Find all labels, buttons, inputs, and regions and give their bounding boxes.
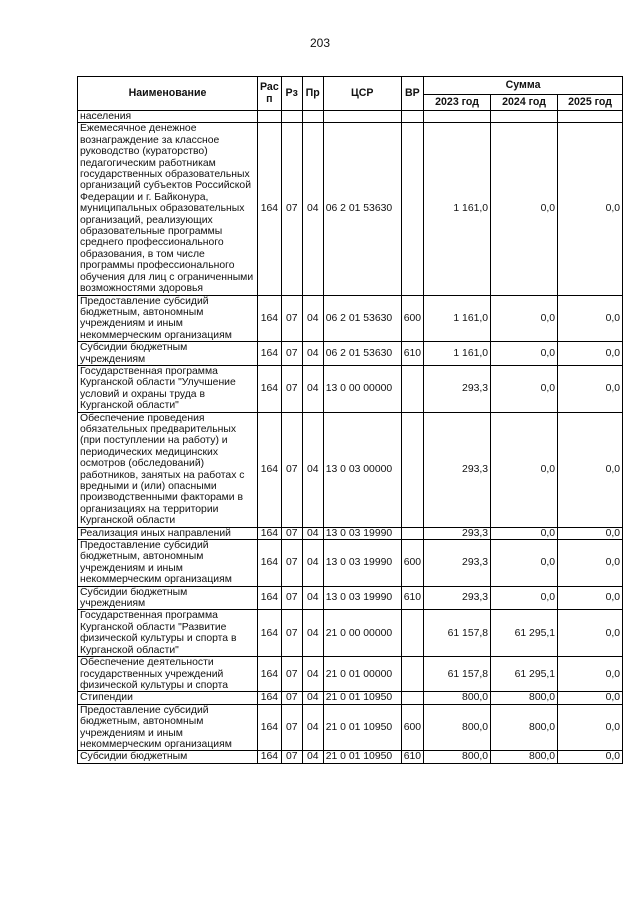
row-2025: 0,0 [558, 365, 623, 412]
row-rz: 07 [281, 342, 302, 366]
row-pr: 04 [302, 295, 323, 342]
row-rasp: 164 [258, 412, 282, 527]
row-name: Обеспечение проведения обязательных предварительных (при поступлении на работу) и периодических медицинских осмотров (обследований) работников, занятых на работах с вредными и (или) опасными производственными факторами в организациях на территории Курганской области [78, 412, 258, 527]
row-2025 [558, 111, 623, 123]
row-vr: 600 [401, 704, 423, 751]
table-row [78, 412, 623, 527]
row-2023: 61 157,8 [424, 657, 491, 692]
row-2024: 61 295,1 [491, 610, 558, 657]
row-2025: 0,0 [558, 123, 623, 295]
row-pr: 04 [302, 123, 323, 295]
row-vr [401, 527, 423, 539]
row-pr [302, 111, 323, 123]
row-csr: 21 0 01 10950 [323, 751, 401, 763]
table-row [78, 704, 623, 751]
row-csr: 21 0 01 10950 [323, 692, 401, 704]
row-rasp: 164 [258, 692, 282, 704]
header-2023: 2023 год [424, 95, 491, 111]
table-row [78, 527, 623, 539]
row-rasp: 164 [258, 342, 282, 366]
row-2025: 0,0 [558, 540, 623, 587]
row-name: Ежемесячное денежное вознаграждение за классное руководство (кураторство) педагогическим работникам государственных образовательных организаций субъектов Российской Федерации и г. Байконура, муниципальных образовательных организаций, реализующих образовательные программы среднего профессионального образования, в том числе программы профессионального обучения для лиц с ограниченными возможностями здоровья [78, 123, 258, 295]
row-pr: 04 [302, 610, 323, 657]
row-rz: 07 [281, 123, 302, 295]
table-row [78, 111, 623, 123]
budget-table [77, 76, 623, 764]
header-name: Наименование [78, 77, 258, 111]
row-name: населения [78, 111, 258, 123]
row-vr: 610 [401, 342, 423, 366]
row-2024: 800,0 [491, 704, 558, 751]
row-rasp: 164 [258, 527, 282, 539]
row-2023: 293,3 [424, 527, 491, 539]
row-vr [401, 123, 423, 295]
table-row [78, 692, 623, 704]
row-csr: 21 0 01 10950 [323, 704, 401, 751]
row-2023: 1 161,0 [424, 123, 491, 295]
header-csr: ЦСР [323, 77, 401, 111]
row-rz: 07 [281, 692, 302, 704]
row-rasp: 164 [258, 610, 282, 657]
header-2025: 2025 год [558, 95, 623, 111]
header-rz: Рз [281, 77, 302, 111]
row-rasp: 164 [258, 657, 282, 692]
row-2023: 1 161,0 [424, 342, 491, 366]
row-name: Государственная программа Курганской области "Улучшение условий и охраны труда в Курганской области" [78, 365, 258, 412]
row-pr: 04 [302, 527, 323, 539]
row-name: Субсидии бюджетным учреждениям [78, 342, 258, 366]
table-row [78, 342, 623, 366]
table-row [78, 610, 623, 657]
table-row [78, 365, 623, 412]
row-csr: 06 2 01 53630 [323, 342, 401, 366]
row-pr: 04 [302, 751, 323, 763]
row-2023: 800,0 [424, 751, 491, 763]
row-name: Предоставление субсидий бюджетным, автономным учреждениям и иным некоммерческим организациям [78, 704, 258, 751]
row-pr: 04 [302, 365, 323, 412]
row-pr: 04 [302, 412, 323, 527]
row-vr [401, 692, 423, 704]
row-2025: 0,0 [558, 657, 623, 692]
row-vr: 610 [401, 586, 423, 610]
header-vr: ВР [401, 77, 423, 111]
row-csr: 06 2 01 53630 [323, 123, 401, 295]
row-pr: 04 [302, 657, 323, 692]
row-rasp: 164 [258, 295, 282, 342]
row-2024: 0,0 [491, 123, 558, 295]
row-csr: 13 0 03 19990 [323, 540, 401, 587]
row-name: Предоставление субсидий бюджетным, автономным учреждениям и иным некоммерческим организациям [78, 295, 258, 342]
row-csr: 13 0 03 19990 [323, 586, 401, 610]
row-name: Обеспечение деятельности государственных учреждений физической культуры и спорта [78, 657, 258, 692]
row-2024: 61 295,1 [491, 657, 558, 692]
row-rz: 07 [281, 365, 302, 412]
row-rasp: 164 [258, 751, 282, 763]
row-rz: 07 [281, 751, 302, 763]
row-name: Стипендии [78, 692, 258, 704]
row-pr: 04 [302, 540, 323, 587]
row-2023: 293,3 [424, 586, 491, 610]
row-2025: 0,0 [558, 586, 623, 610]
row-2025: 0,0 [558, 692, 623, 704]
row-rasp: 164 [258, 123, 282, 295]
header-sum: Сумма [424, 77, 623, 95]
row-2023: 800,0 [424, 704, 491, 751]
row-2023: 293,3 [424, 412, 491, 527]
row-name: Предоставление субсидий бюджетным, автономным учреждениям и иным некоммерческим организациям [78, 540, 258, 587]
row-rasp: 164 [258, 365, 282, 412]
row-vr [401, 412, 423, 527]
row-rz [281, 111, 302, 123]
row-pr: 04 [302, 692, 323, 704]
row-2024: 800,0 [491, 751, 558, 763]
table-header [78, 77, 623, 111]
row-rz: 07 [281, 527, 302, 539]
row-rasp [258, 111, 282, 123]
row-vr: 600 [401, 295, 423, 342]
row-2023: 293,3 [424, 365, 491, 412]
row-name: Субсидии бюджетным [78, 751, 258, 763]
row-2023 [424, 111, 491, 123]
row-2024: 0,0 [491, 295, 558, 342]
row-rz: 07 [281, 704, 302, 751]
row-csr: 21 0 00 00000 [323, 610, 401, 657]
row-name: Субсидии бюджетным учреждениям [78, 586, 258, 610]
table-row [78, 123, 623, 295]
row-2025: 0,0 [558, 527, 623, 539]
row-rz: 07 [281, 657, 302, 692]
row-rz: 07 [281, 540, 302, 587]
table-row [78, 657, 623, 692]
row-rz: 07 [281, 610, 302, 657]
row-csr [323, 111, 401, 123]
row-2023: 800,0 [424, 692, 491, 704]
row-2024: 800,0 [491, 692, 558, 704]
row-pr: 04 [302, 704, 323, 751]
row-2024: 0,0 [491, 412, 558, 527]
row-2025: 0,0 [558, 704, 623, 751]
row-2025: 0,0 [558, 610, 623, 657]
row-2024: 0,0 [491, 586, 558, 610]
row-name: Государственная программа Курганской области "Развитие физической культуры и спорта в Курганской области" [78, 610, 258, 657]
row-rz: 07 [281, 586, 302, 610]
row-csr: 13 0 00 00000 [323, 365, 401, 412]
table-row [78, 295, 623, 342]
row-2024: 0,0 [491, 365, 558, 412]
row-2023: 293,3 [424, 540, 491, 587]
row-2025: 0,0 [558, 295, 623, 342]
table-body [78, 111, 623, 764]
row-csr: 21 0 01 00000 [323, 657, 401, 692]
row-rasp: 164 [258, 704, 282, 751]
row-csr: 13 0 03 19990 [323, 527, 401, 539]
row-rasp: 164 [258, 586, 282, 610]
row-2024 [491, 111, 558, 123]
page-number: 203 [309, 36, 331, 50]
row-2025: 0,0 [558, 412, 623, 527]
header-pr: Пр [302, 77, 323, 111]
row-pr: 04 [302, 586, 323, 610]
row-rasp: 164 [258, 540, 282, 587]
row-vr [401, 610, 423, 657]
row-2024: 0,0 [491, 527, 558, 539]
row-pr: 04 [302, 342, 323, 366]
table-row [78, 586, 623, 610]
row-2023: 61 157,8 [424, 610, 491, 657]
row-csr: 13 0 03 00000 [323, 412, 401, 527]
row-name: Реализация иных направлений [78, 527, 258, 539]
table-row [78, 751, 623, 763]
row-2024: 0,0 [491, 540, 558, 587]
row-2023: 1 161,0 [424, 295, 491, 342]
row-2025: 0,0 [558, 751, 623, 763]
row-vr: 610 [401, 751, 423, 763]
header-2024: 2024 год [491, 95, 558, 111]
row-vr: 600 [401, 540, 423, 587]
row-vr [401, 365, 423, 412]
row-2024: 0,0 [491, 342, 558, 366]
row-2025: 0,0 [558, 342, 623, 366]
row-rz: 07 [281, 412, 302, 527]
header-rasp: Рас п [258, 77, 282, 111]
table-row [78, 540, 623, 587]
row-vr [401, 657, 423, 692]
row-vr [401, 111, 423, 123]
row-rz: 07 [281, 295, 302, 342]
row-csr: 06 2 01 53630 [323, 295, 401, 342]
